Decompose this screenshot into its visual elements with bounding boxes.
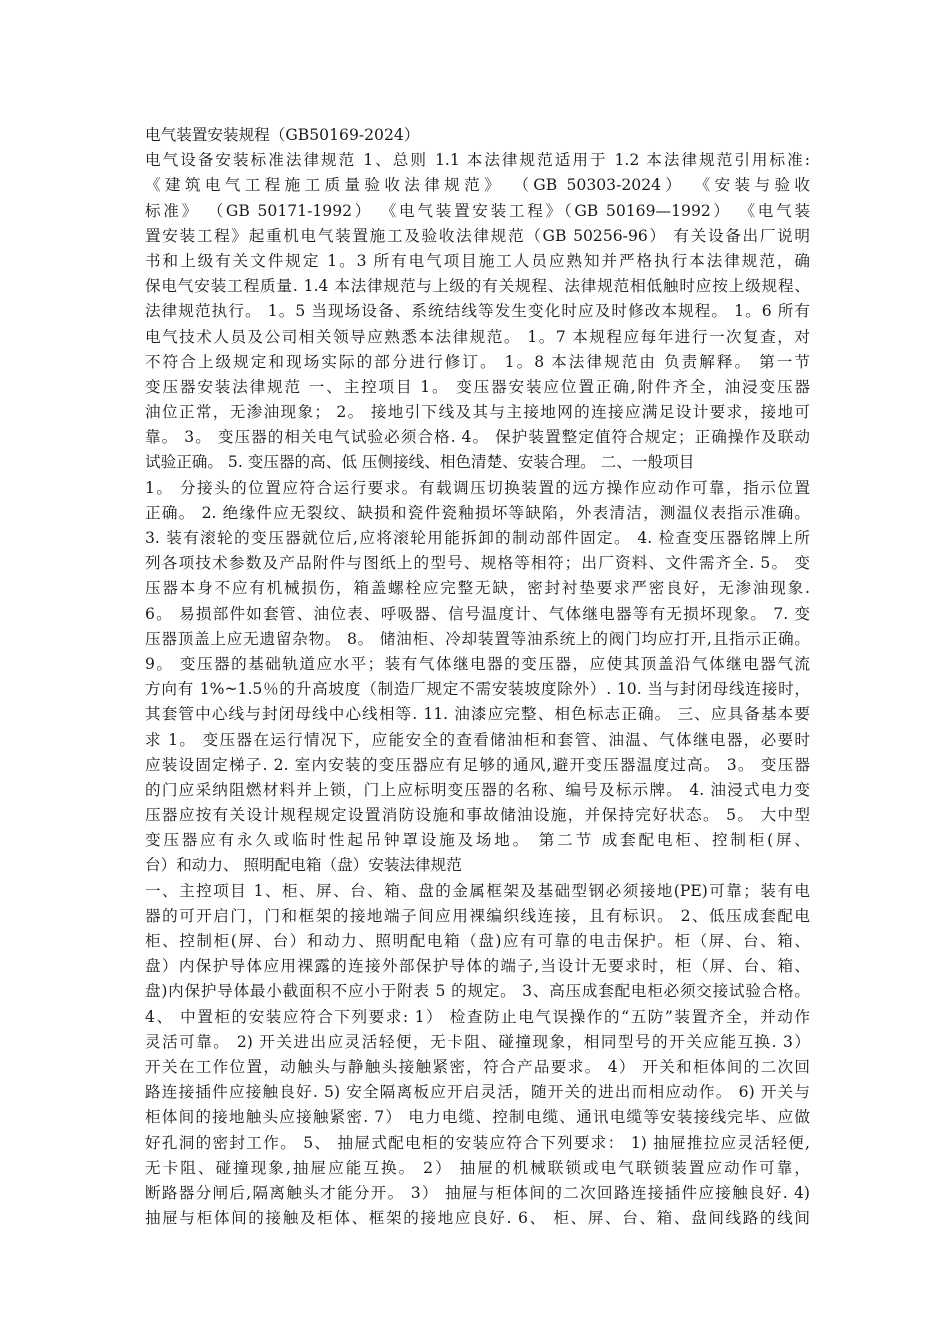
text-line: 列各项技术参数及产品附件与图纸上的型号、规格等相符；出厂资料、文件需齐全. 5。 变: [145, 554, 810, 573]
text-line: 方向有 1%~1.5％的升高坡度（制造厂规定不需安装坡度除外）. 10. 当与封闭母线连接时，: [145, 680, 810, 699]
text-line: 靠。 3。 变压器的相关电气试验必须合格. 4。 保护装置整定值符合规定；正确操作及联动: [145, 428, 810, 447]
text-line: 标准》 （GB 50171-1992） 《电气装置安装工程》（GB 50169—1992） 《电气装: [145, 201, 810, 220]
text-line: 压器本身不应有机械损伤，箱盖螺栓应完整无缺，密封衬垫要求严密良好，无渗油现象.: [145, 579, 810, 598]
text-line: 其套管中心线与封闭母线中心线相等. 11. 油漆应完整、相色标志正确。 三、应具备基本要: [145, 705, 810, 724]
document-body: [145, 123, 810, 1231]
text-line: 1。 分接头的位置应符合运行要求。有载调压切换装置的远方操作应动作可靠，指示位置: [145, 478, 810, 497]
text-line: 保电气安装工程质量. 1.4 本法律规范与上级的有关规程、法律规范相低触时应按上级规程、: [145, 277, 810, 296]
text-line: 应装设固定梯子. 2. 室内安装的变压器应有足够的通风,避开变压器温度过高。 3。 变压器: [145, 755, 810, 774]
text-line: 柜体间的接地触头应接触紧密. 7） 电力电缆、控制电缆、通讯电缆等安装接线完毕、应做: [145, 1108, 810, 1127]
text-line: 抽屉与柜体间的接触及柜体、框架的接地应良好. 6、 柜、屏、台、箱、盘间线路的线间: [145, 1209, 810, 1228]
text-line: 器的可开启门，门和框架的接地端子间应用裸编织线连接，且有标识。 2、低压成套配电: [145, 906, 810, 925]
text-line: 无卡阻、碰撞现象,抽屉应能互换。 2） 抽屉的机械联锁或电气联锁装置应动作可靠，: [145, 1158, 810, 1177]
text-line: 开关在工作位置，动触头与静触头接触紧密，符合产品要求。 4） 开关和柜体间的二次回: [145, 1057, 810, 1076]
text-line: 压器应按有关设计规程规定设置消防设施和事故储油设施，并保持完好状态。 5。 大中型: [145, 806, 810, 825]
text-line: 柜、控制柜(屏、台）和动力、照明配电箱（盘)应有可靠的电击保护。柜（屏、台、箱、: [145, 932, 810, 950]
text-line: 路连接插件应接触良好. 5) 安全隔离板应开启灵活，随开关的进出而相应动作。 6) 开关与: [145, 1083, 810, 1102]
text-line: 9。 变压器的基础轨道应水平；装有气体继电器的变压器，应使其顶盖沿气体继电器气流: [145, 654, 810, 673]
text-line: 压器顶盖上应无遗留杂物。 8。 储油柜、冷却装置等油系统上的阀门均应打开,且指示正确。: [145, 629, 810, 648]
text-line: 变压器安装法律规范 一、主控项目 1。 变压器安装应位置正确,附件齐全，油浸变压器: [145, 377, 810, 396]
text-line: 4、 中置柜的安装应符合下列要求: 1） 检查防止电气误操作的“五防”装置齐全，并动作: [145, 1007, 810, 1026]
text-line: 台）和动力、 照明配电箱（盘）安装法律规范: [145, 856, 462, 875]
text-line: 不符合上级规定和现场实际的部分进行修订。 1。8 本法律规范由 负责解释。 第一节: [145, 352, 810, 371]
text-line: 盘）内保护导体应用裸露的连接外部保护导体的端子,当设计无要求时，柜（屏、台、箱、: [145, 957, 810, 976]
text-line: 3. 装有滚轮的变压器就位后,应将滚轮用能拆卸的制动部件固定。 4. 检查变压器铭牌上所: [145, 529, 810, 547]
text-line: 法律规范执行。 1。5 当现场设备、系统结线等发生变化时应及时修改本规程。 1。6 所有: [145, 302, 810, 321]
text-line: 正确。 2. 绝缘件应无裂纹、缺损和瓷件瓷釉损坏等缺陷，外表清洁，测温仪表指示准确。: [145, 503, 810, 522]
text-line: 电气技术人员及公司相关领导应熟悉本法律规范。 1。7 本规程应每年进行一次复查，对: [145, 327, 810, 346]
text-line: 灵活可靠。 2) 开关进出应灵活轻便，无卡阻、碰撞现象，相同型号的开关应能互换. 3）: [145, 1032, 810, 1051]
text-line: 变压器应有永久或临时性起吊钟罩设施及场地。 第二节 成套配电柜、控制柜(屏、: [145, 831, 810, 850]
text-line: 油位正常，无渗油现象； 2。 接地引下线及其与主接地网的连接应满足设计要求，接地可: [145, 403, 810, 422]
text-line: 的门应采纳阻燃材料并上锁，门上应标明变压器的名称、编号及标示牌。 4. 油浸式电力变: [145, 780, 810, 799]
text-line: 一、主控项目 1、柜、屏、台、箱、盘的金属框架及基础型钢必须接地(PE)可靠；装有电: [145, 881, 810, 900]
text-line: 断路器分闸后,隔离触头才能分开。 3） 抽屉与柜体间的二次回路连接插件应接触良好. 4): [145, 1183, 810, 1202]
text-line: 置安装工程》起重机电气装置施工及验收法律规范（GB 50256-96） 有关设备出厂说明: [145, 226, 810, 245]
text-line: 试验正确。 5. 变压器的高、低 压侧接线、相色清楚、安装合理。 二、一般项目: [145, 453, 695, 472]
text-line: 好孔洞的密封工作。 5、 抽屉式配电柜的安装应符合下列要求： 1) 抽屉推拉应灵活轻便,: [145, 1133, 810, 1152]
text-line: 盘)内保护导体最小截面积不应小于附表 5 的规定。 3、高压成套配电柜必须交接试验合格。: [145, 982, 810, 1001]
text-line: 电气设备安装标准法律规范 1、总则 1.1 本法律规范适用于 1.2 本法律规范引用标准:: [145, 151, 810, 170]
text-line: 书和上级有关文件规定 1。3 所有电气项目施工人员应熟知并严格执行本法律规范，确: [145, 251, 810, 270]
text-line: 求 1。 变压器在运行情况下，应能安全的查看储油柜和套管、油温、气体继电器，必要时: [145, 730, 810, 749]
text-line: 《建筑电气工程施工质量验收法律规范》 （GB 50303-2024） 《安装与验收: [145, 176, 810, 195]
text-line: 6。 易损部件如套管、油位表、呼吸器、信号温度计、气体继电器等有无损坏现象。 7. 变: [145, 604, 810, 623]
document-title: 电气装置安装规程（GB50169-2024）: [145, 126, 420, 144]
